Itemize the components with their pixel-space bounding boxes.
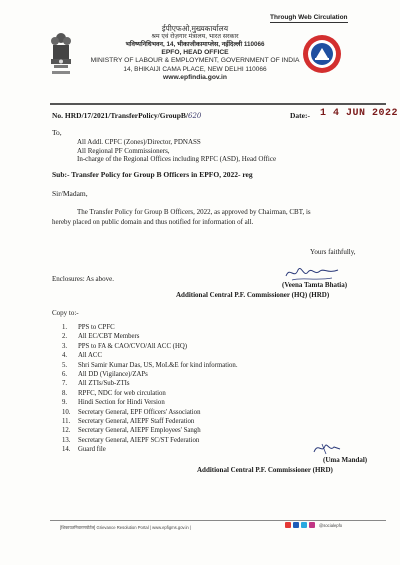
header-divider bbox=[50, 103, 386, 105]
epfo-logo-icon bbox=[302, 34, 342, 74]
addressee-line: All Addl. CPFC (Zones)/Director, PDNASS bbox=[77, 138, 201, 146]
footer-divider bbox=[50, 520, 386, 521]
list-item: 5. Shri Samir Kumar Das, US, MoL&E for kind information. bbox=[62, 361, 238, 369]
addressee-line: All Regional PF Commissioners, bbox=[77, 146, 170, 155]
list-item: 11. Secretary General, AIEPF Staff Federation bbox=[62, 418, 195, 426]
reference-handwritten: 620 bbox=[187, 112, 202, 120]
list-item: 3. PPS to FA & CAO/CVO/All ACC (HQ) bbox=[62, 342, 188, 350]
reference-number bbox=[52, 111, 201, 120]
salutation: Sir/Madam, bbox=[52, 189, 88, 198]
list-item: 14. Guard file bbox=[62, 446, 106, 454]
office-address: 14, BHIKAIJI CAMA PLACE, NEW DELHI 110066 bbox=[123, 65, 267, 73]
youtube-icon[interactable] bbox=[285, 522, 291, 528]
org-name: EPFO, HEAD OFFICE bbox=[161, 49, 229, 56]
grievance-portal-text: [शिकायतनिवारणपोर्टल] Grievance Resolution Portal | www.epfigms.gov.in | bbox=[60, 525, 192, 530]
ministry-name: MINISTRY OF LABOUR & EMPLOYMENT, GOVERNMENT OF INDIA bbox=[90, 57, 300, 64]
copy-to-list bbox=[62, 323, 238, 455]
list-item: 4. All ACC bbox=[62, 352, 102, 360]
circulation-note: Through Web Circulation bbox=[270, 14, 348, 21]
hindi-org-name: ईपीएफओ,मुख्यकार्यालय bbox=[161, 24, 229, 33]
list-item: 7. All ZTIs/Sub-ZTIs bbox=[62, 380, 130, 388]
hindi-ministry: श्रम एवं रोज़गार मंत्रालय, भारत सरकार bbox=[151, 33, 239, 40]
list-item: 12. Secretary General, AIEPF Employees' Sangh bbox=[62, 427, 201, 435]
addressee-block bbox=[77, 138, 276, 164]
signatory-2-designation: Additional Central P.F. Commissioner (HRD) bbox=[197, 466, 333, 474]
body-line-2: hereby placed on public domain and thus notified for information of all. bbox=[52, 218, 254, 226]
signatory-2-name: (Uma Mandal) bbox=[323, 456, 368, 464]
to-label: To, bbox=[52, 128, 62, 137]
instagram-icon[interactable] bbox=[309, 522, 315, 528]
copy-to-label: Copy to:- bbox=[52, 309, 79, 317]
list-item: 10. Secretary General, EPF Officers' Association bbox=[62, 408, 201, 416]
closing: Yours faithfully, bbox=[310, 248, 356, 256]
list-item: 13. Secretary General, AIEPF SC/ST Federation bbox=[62, 436, 200, 444]
signatory-1-name: (Veena Tamta Bhatia) bbox=[282, 281, 348, 289]
list-item: 8. RPFC, NDC for web circulation bbox=[62, 389, 166, 397]
date-label: Date:- bbox=[290, 111, 310, 120]
date-stamp: 1 4 JUN 2022 bbox=[320, 108, 399, 119]
social-links bbox=[285, 522, 342, 528]
body-line-1: The Transfer Policy for Group B Officers, 2022, as approved by Chairman, CBT, is bbox=[77, 208, 311, 216]
hindi-address: भविष्यनिधिभवन, 14, भीकाजीकामाप्लेस, नईदिल्ली 110066 bbox=[125, 41, 265, 48]
website: www.epfindia.gov.in bbox=[163, 73, 227, 81]
facebook-icon[interactable] bbox=[293, 522, 299, 528]
subject-line: Sub:- Transfer Policy for Group B Officers in EPFO, 2022- reg bbox=[52, 170, 253, 179]
list-item: 1. PPS to CPFC bbox=[62, 324, 115, 331]
signatory-1-designation: Additional Central P.F. Commissioner (HQ) (HRD) bbox=[176, 291, 330, 299]
twitter-icon[interactable] bbox=[301, 522, 307, 528]
list-item: 9. Hindi Section for Hindi Version bbox=[62, 399, 165, 407]
list-item: 2. All EC/CBT Members bbox=[62, 333, 140, 341]
enclosures: Enclosures: As above. bbox=[52, 275, 115, 283]
reference-text: No. HRD/17/2021/TransferPolicy/GroupB/ bbox=[52, 111, 188, 120]
list-item: 6. All DD (Vigilance)/ZAPs bbox=[62, 371, 148, 379]
letterhead bbox=[85, 24, 305, 82]
social-handle: @socialepfo bbox=[319, 522, 343, 528]
addressee-line: In-charge of the Regional Offices including RPFC (ASD), Head Office bbox=[77, 155, 277, 163]
national-emblem-icon bbox=[48, 30, 74, 78]
